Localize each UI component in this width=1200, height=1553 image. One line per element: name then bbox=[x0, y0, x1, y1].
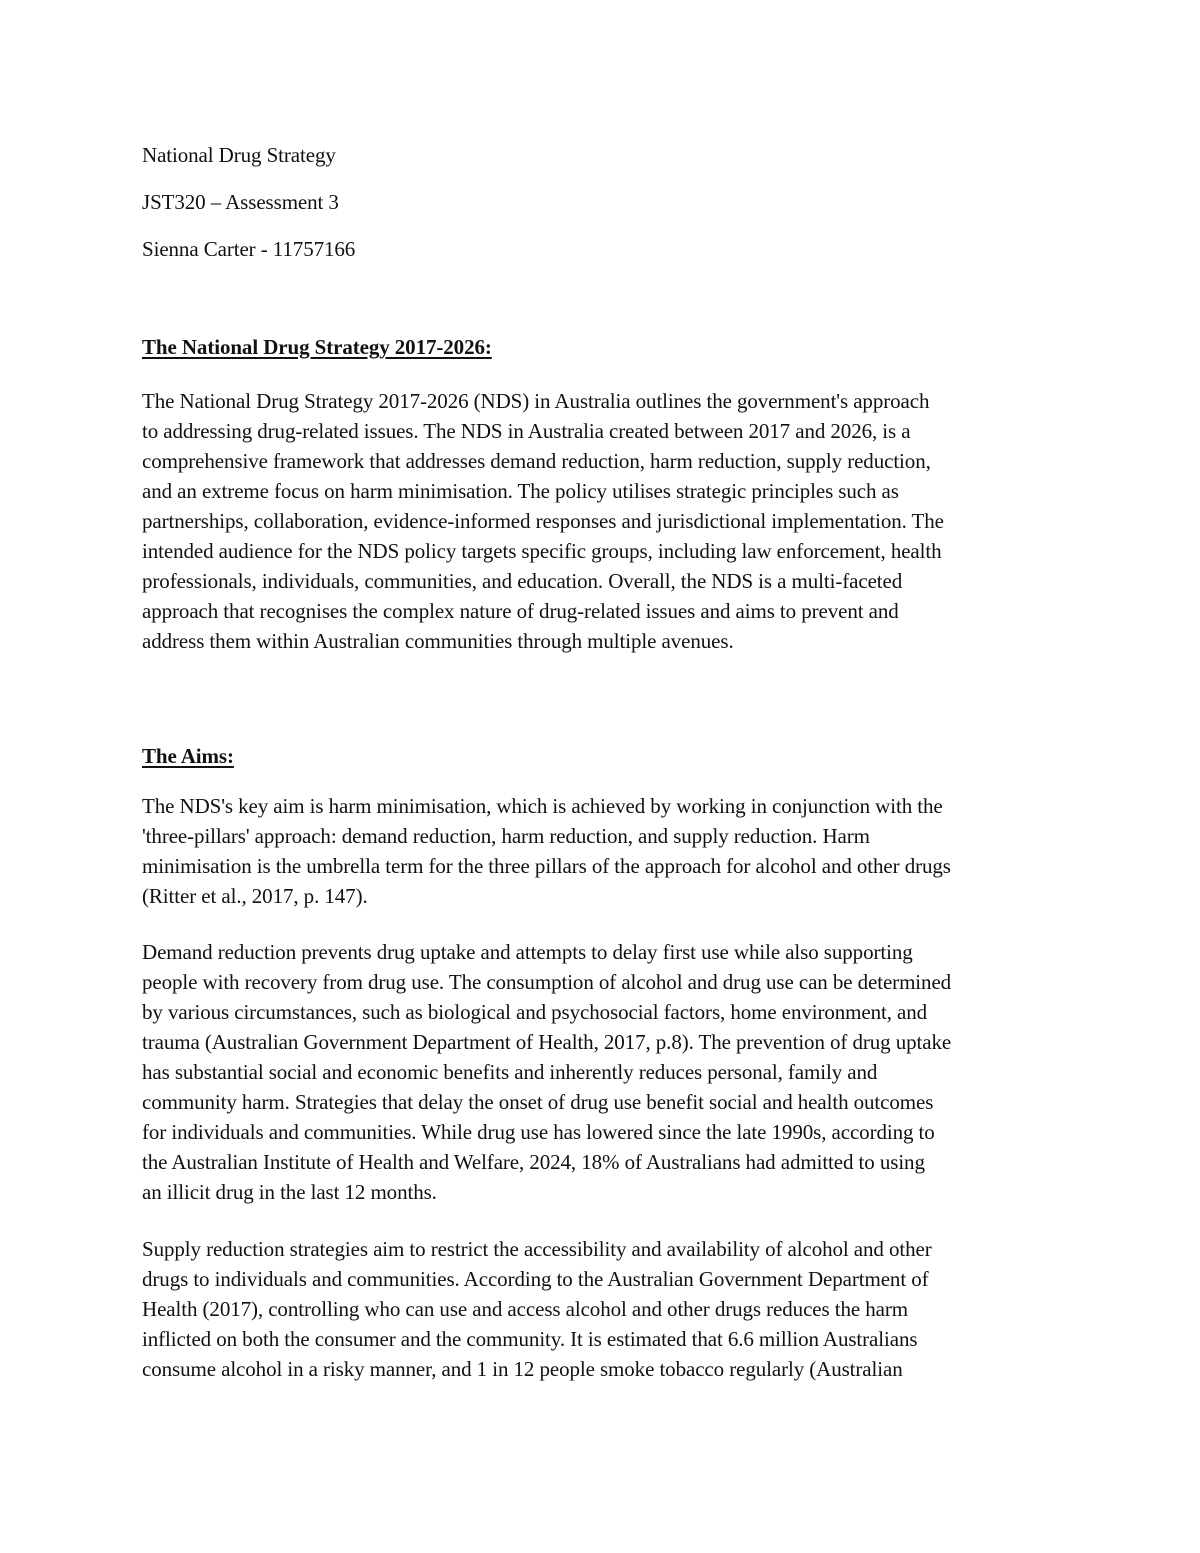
paragraph-line: intended audience for the NDS policy targets specific groups, including law enforcement, health bbox=[142, 539, 942, 563]
course-code: JST320 – Assessment 3 bbox=[142, 190, 339, 214]
paragraph-line: partnerships, collaboration, evidence-informed responses and jurisdictional implementation. The bbox=[142, 509, 944, 533]
paragraph-line: minimisation is the umbrella term for the three pillars of the approach for alcohol and other drugs bbox=[142, 854, 951, 878]
paragraph-line: 'three-pillars' approach: demand reduction, harm reduction, and supply reduction. Harm bbox=[142, 824, 870, 848]
document-title: National Drug Strategy bbox=[142, 143, 336, 167]
paragraph-line: address them within Australian communities through multiple avenues. bbox=[142, 629, 734, 653]
section-heading-aims: The Aims: bbox=[142, 744, 234, 768]
paragraph-line: Supply reduction strategies aim to restrict the accessibility and availability of alcohol and other bbox=[142, 1237, 932, 1261]
paragraph-line: trauma (Australian Government Department of Health, 2017, p.8). The prevention of drug uptake bbox=[142, 1030, 952, 1054]
paragraph-line: (Ritter et al., 2017, p. 147). bbox=[142, 884, 368, 908]
paragraph-line: comprehensive framework that addresses demand reduction, harm reduction, supply reduction, bbox=[142, 449, 931, 473]
section-heading-nds: The National Drug Strategy 2017-2026: bbox=[142, 335, 492, 359]
author-line: Sienna Carter - 11757166 bbox=[142, 237, 356, 261]
paragraph-line: people with recovery from drug use. The consumption of alcohol and drug use can be determined bbox=[142, 970, 952, 994]
paragraph-line: The National Drug Strategy 2017-2026 (NDS) in Australia outlines the government's approach bbox=[142, 389, 930, 413]
paragraph-line: Health (2017), controlling who can use and access alcohol and other drugs reduces the harm bbox=[142, 1297, 908, 1321]
paragraph-line: drugs to individuals and communities. According to the Australian Government Department of bbox=[142, 1267, 929, 1291]
paragraph-line: inflicted on both the consumer and the community. It is estimated that 6.6 million Australians bbox=[142, 1327, 918, 1351]
paragraph-line: for individuals and communities. While drug use has lowered since the late 1990s, according to bbox=[142, 1120, 935, 1144]
paragraph-line: community harm. Strategies that delay the onset of drug use benefit social and health outcomes bbox=[142, 1090, 934, 1114]
paragraph-line: Demand reduction prevents drug uptake and attempts to delay first use while also supporting bbox=[142, 940, 913, 964]
paragraph-line: by various circumstances, such as biological and psychosocial factors, home environment, and bbox=[142, 1000, 928, 1024]
paragraph-line: consume alcohol in a risky manner, and 1 in 12 people smoke tobacco regularly (Australian bbox=[142, 1357, 903, 1381]
paragraph-line: to addressing drug-related issues. The NDS in Australia created between 2017 and 2026, is a bbox=[142, 419, 911, 443]
paragraph-line: The NDS's key aim is harm minimisation, which is achieved by working in conjunction with the bbox=[142, 794, 943, 818]
paragraph-line: has substantial social and economic benefits and inherently reduces personal, family and bbox=[142, 1060, 878, 1084]
paragraph-line: approach that recognises the complex nature of drug-related issues and aims to prevent and bbox=[142, 599, 899, 623]
paragraph-line: the Australian Institute of Health and Welfare, 2024, 18% of Australians had admitted to using bbox=[142, 1150, 925, 1174]
paragraph-line: professionals, individuals, communities, and education. Overall, the NDS is a multi-faceted bbox=[142, 569, 903, 593]
paragraph-line: an illicit drug in the last 12 months. bbox=[142, 1180, 437, 1204]
paragraph-line: and an extreme focus on harm minimisation. The policy utilises strategic principles such as bbox=[142, 479, 899, 503]
